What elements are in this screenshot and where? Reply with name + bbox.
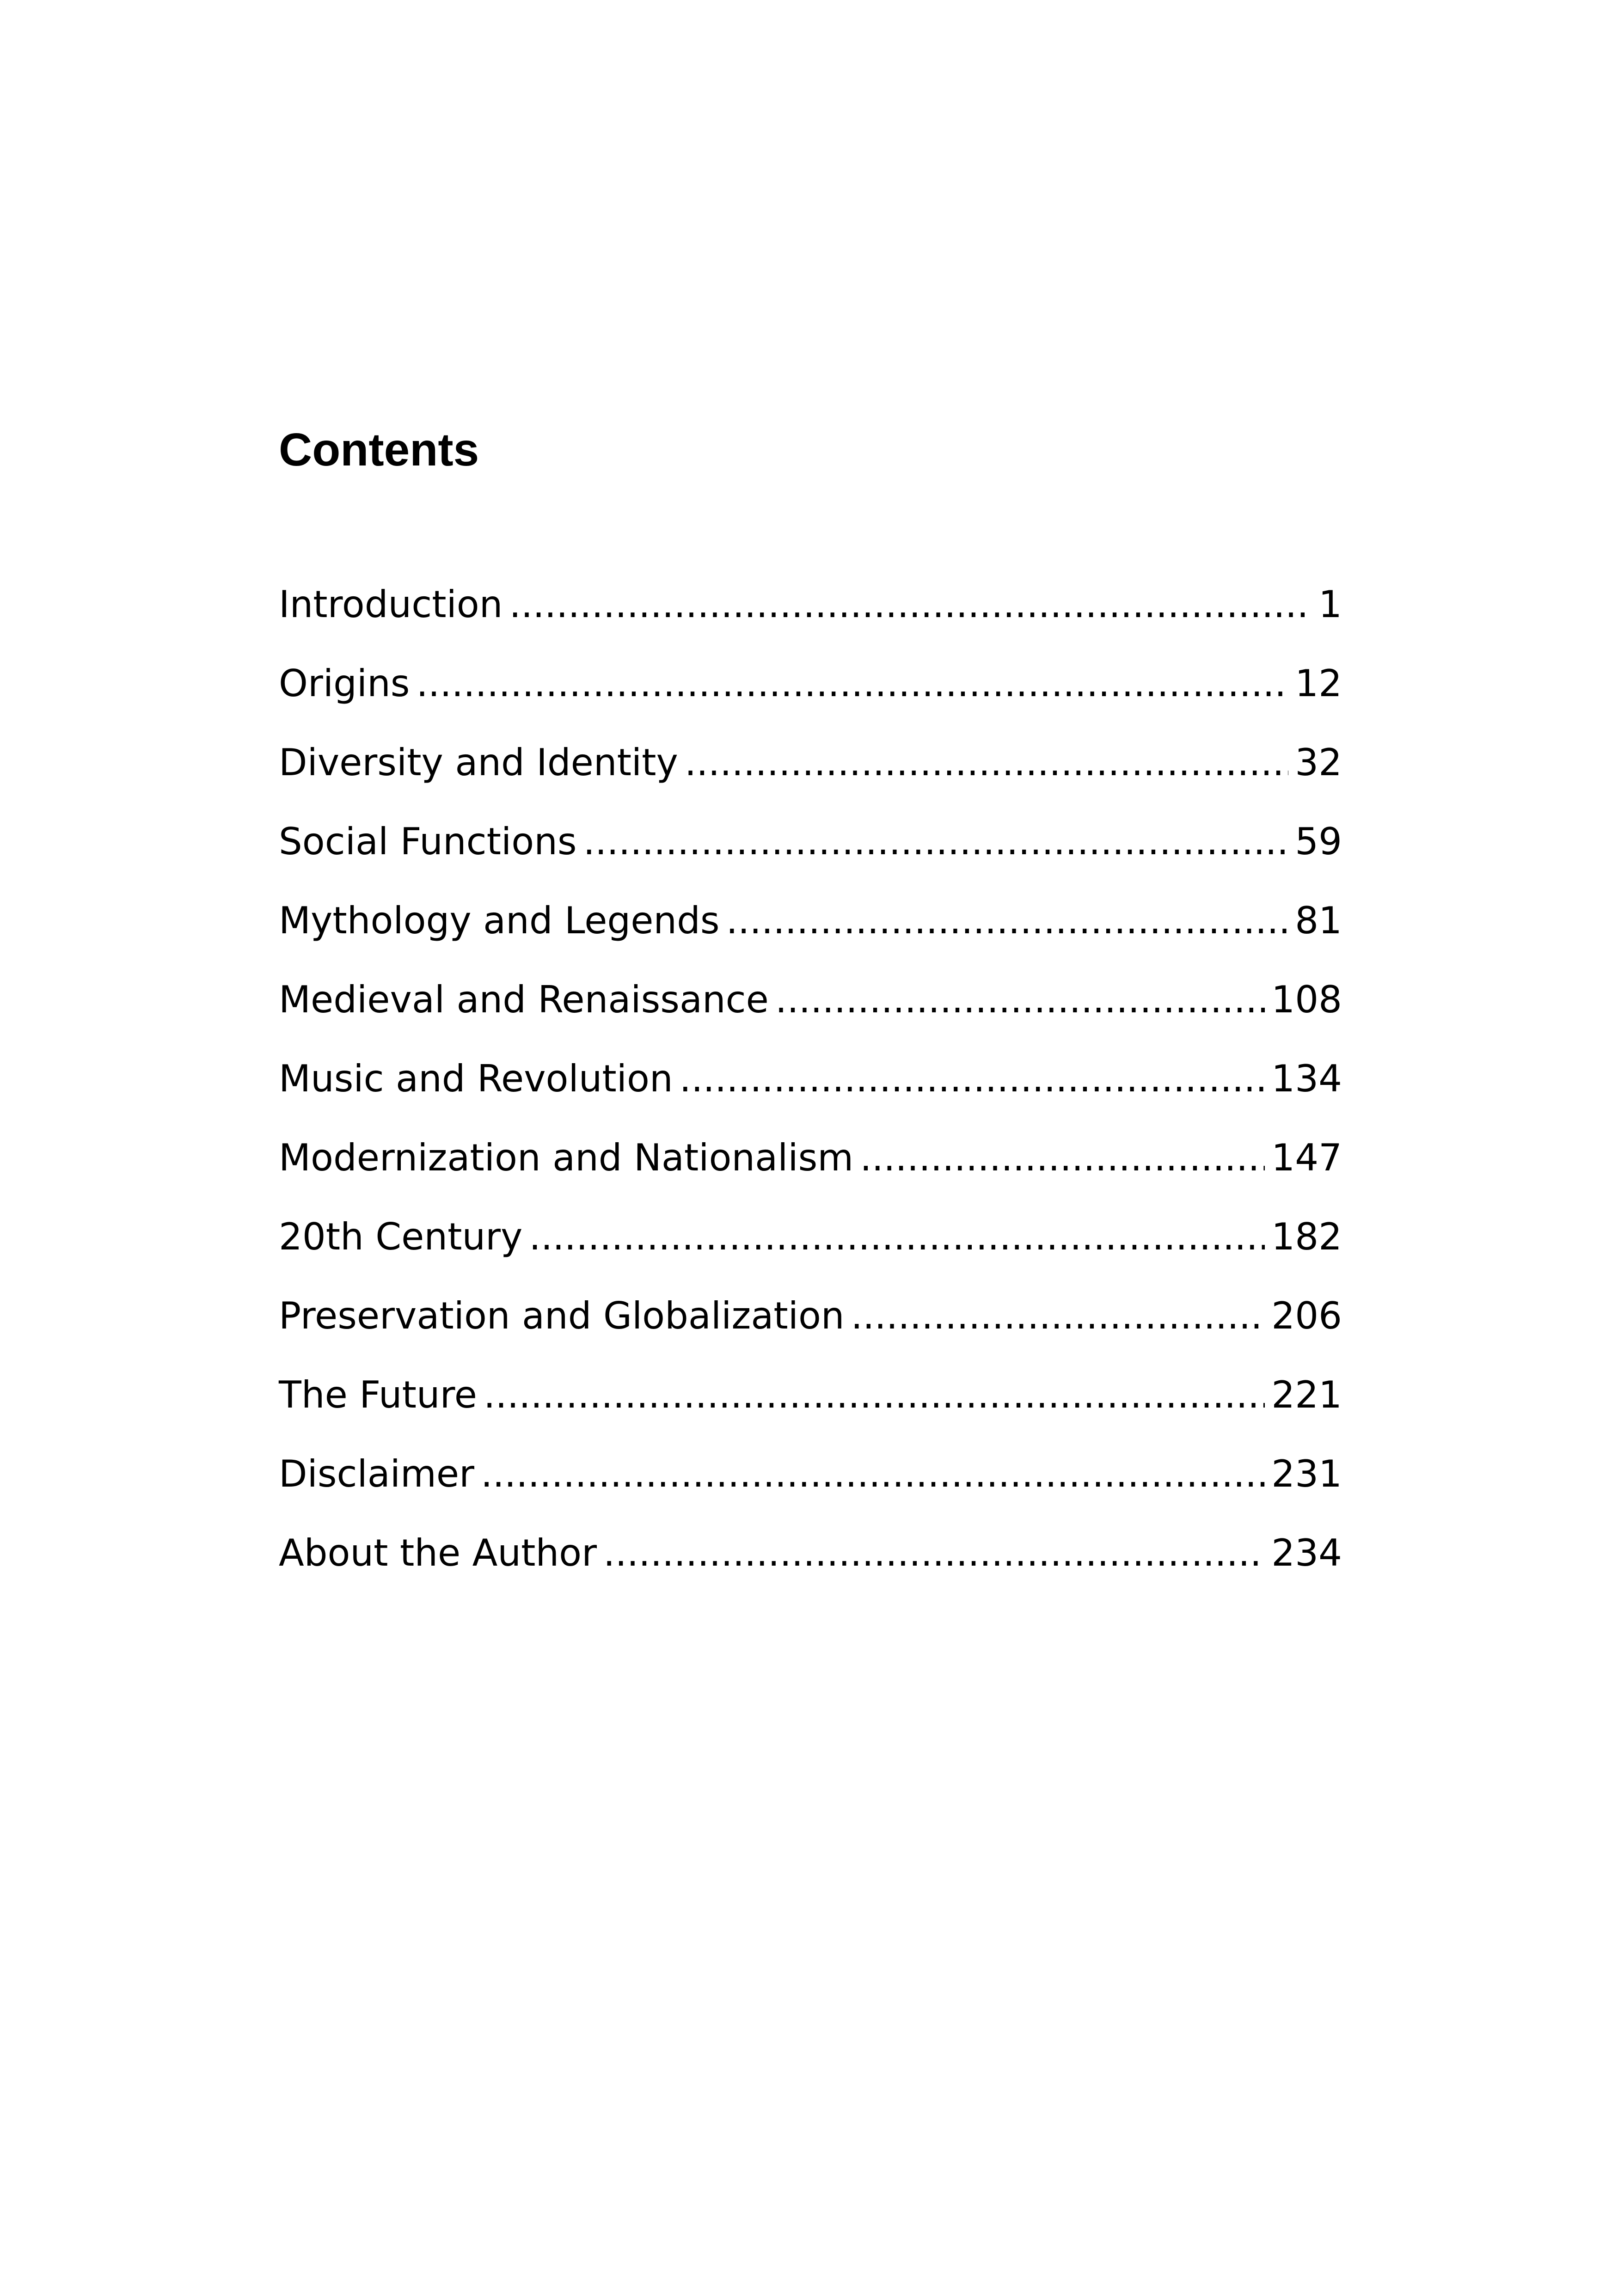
toc-entry-label: Medieval and Renaissance [279, 978, 769, 1021]
dot-leader [583, 807, 1289, 876]
toc-entry-label: Preservation and Globalization [279, 1294, 845, 1337]
toc-entry-label: 20th Century [279, 1215, 523, 1258]
dot-leader [775, 965, 1265, 1035]
toc-entry-page-number: 12 [1295, 662, 1342, 705]
page-title: Contents [279, 424, 479, 476]
toc-entry-about-the-author[interactable] [279, 1518, 1342, 1598]
dot-leader [685, 728, 1288, 797]
toc-entry-label: Origins [279, 662, 410, 705]
toc-entry-page-number: 32 [1295, 741, 1342, 784]
toc-entry-page-number: 59 [1295, 820, 1342, 863]
toc-entry-label: Modernization and Nationalism [279, 1136, 854, 1179]
toc-entry-introduction[interactable] [279, 570, 1342, 649]
toc-entry-label: Music and Revolution [279, 1057, 673, 1100]
toc-entry-page-number: 231 [1271, 1452, 1342, 1495]
toc-entry-label: Disclaimer [279, 1452, 475, 1495]
toc-entry-the-future[interactable] [279, 1360, 1342, 1439]
toc-entry-modernization-and-nationalism[interactable] [279, 1123, 1342, 1202]
toc-entry-page-number: 182 [1271, 1215, 1342, 1258]
toc-entry-preservation-and-globalization[interactable] [279, 1281, 1342, 1360]
toc-entry-page-number: 1 [1318, 583, 1342, 626]
dot-leader [509, 570, 1312, 639]
dot-leader [481, 1439, 1265, 1509]
dot-leader [416, 649, 1288, 718]
toc-entry-diversity-and-identity[interactable] [279, 728, 1342, 807]
dot-leader [603, 1518, 1265, 1588]
dot-leader [726, 886, 1289, 955]
toc-entry-page-number: 134 [1271, 1057, 1342, 1100]
toc-entry-label: Diversity and Identity [279, 741, 678, 784]
toc-entry-label: Introduction [279, 583, 503, 626]
toc-entry-page-number: 108 [1271, 978, 1342, 1021]
dot-leader [484, 1360, 1265, 1430]
toc-entry-page-number: 221 [1271, 1373, 1342, 1416]
dot-leader [529, 1202, 1265, 1272]
dot-leader [860, 1123, 1265, 1193]
toc-entry-20th-century[interactable] [279, 1202, 1342, 1281]
toc-entry-label: Mythology and Legends [279, 899, 720, 942]
toc-entry-mythology-and-legends[interactable] [279, 886, 1342, 965]
toc-entry-page-number: 81 [1295, 899, 1342, 942]
toc-entry-label: Social Functions [279, 820, 577, 863]
toc-entry-origins[interactable] [279, 649, 1342, 728]
toc-entry-music-and-revolution[interactable] [279, 1044, 1342, 1123]
toc-entry-social-functions[interactable] [279, 807, 1342, 886]
toc-entry-disclaimer[interactable] [279, 1439, 1342, 1518]
toc-entry-medieval-and-renaissance[interactable] [279, 965, 1342, 1044]
toc-entry-page-number: 234 [1271, 1531, 1342, 1574]
toc-entry-label: About the Author [279, 1531, 597, 1574]
dot-leader [680, 1044, 1265, 1114]
dot-leader [851, 1281, 1265, 1351]
toc-entry-page-number: 206 [1271, 1294, 1342, 1337]
toc-entry-label: The Future [279, 1373, 477, 1416]
table-of-contents [279, 570, 1342, 1598]
toc-entry-page-number: 147 [1271, 1136, 1342, 1179]
